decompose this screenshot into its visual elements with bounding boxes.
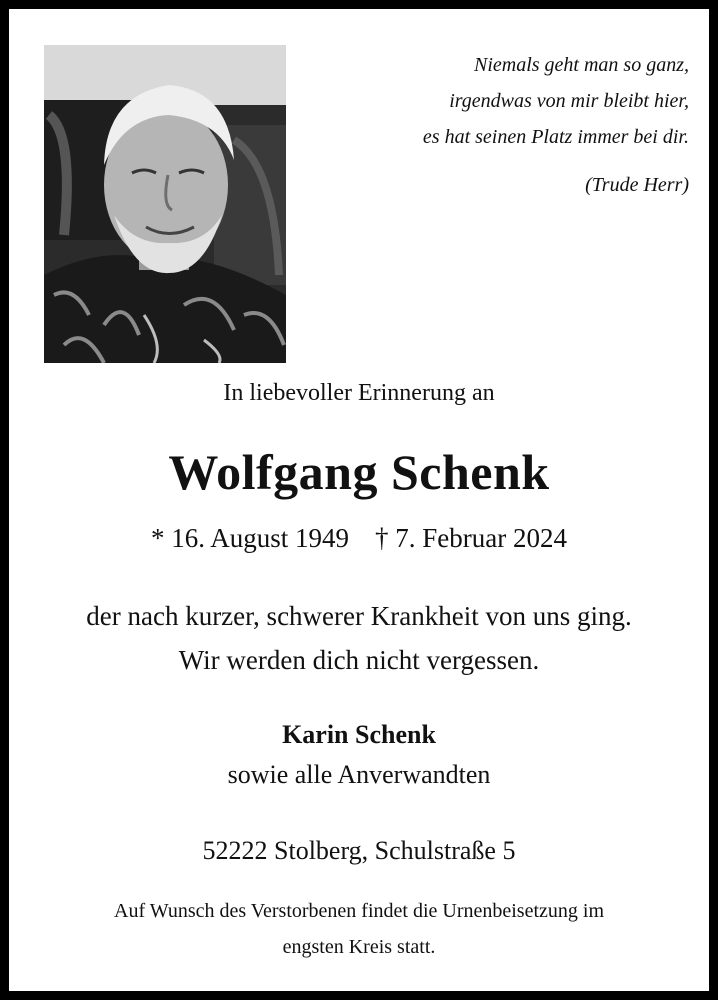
poem-line: Niemals geht man so ganz, — [474, 54, 689, 76]
note-line-2: engsten Kreis statt. — [282, 936, 436, 958]
deceased-name: Wolfgang Schenk — [168, 444, 550, 500]
poem-line: es hat seinen Platz immer bei dir. — [422, 126, 689, 148]
address-text: 52222 Stolberg, Schulstraße 5 — [202, 836, 516, 865]
memorial-message — [9, 594, 709, 682]
poem-quote — [309, 47, 689, 203]
message-line-1: der nach kurzer, schwerer Krankheit von uns ging. — [86, 601, 632, 631]
message-line-2: Wir werden dich nicht vergessen. — [178, 645, 540, 675]
life-dates — [9, 523, 709, 554]
burial-note — [9, 893, 709, 965]
relatives-text: sowie alle Anverwandten — [227, 760, 491, 789]
family-name: Karin Schenk — [282, 720, 436, 749]
portrait-image — [44, 45, 286, 363]
birth-date: * 16. August 1949 — [151, 523, 350, 553]
poem-line: irgendwas von mir bleibt hier, — [449, 90, 689, 112]
note-line-1: Auf Wunsch des Verstorbenen findet die Urnenbeisetzung im — [114, 900, 604, 922]
poem-author: (Trude Herr) — [585, 174, 689, 196]
portrait-photo — [44, 45, 286, 363]
intro-text: In liebevoller Erinnerung an — [223, 380, 495, 406]
death-date: † 7. Februar 2024 — [375, 523, 567, 553]
